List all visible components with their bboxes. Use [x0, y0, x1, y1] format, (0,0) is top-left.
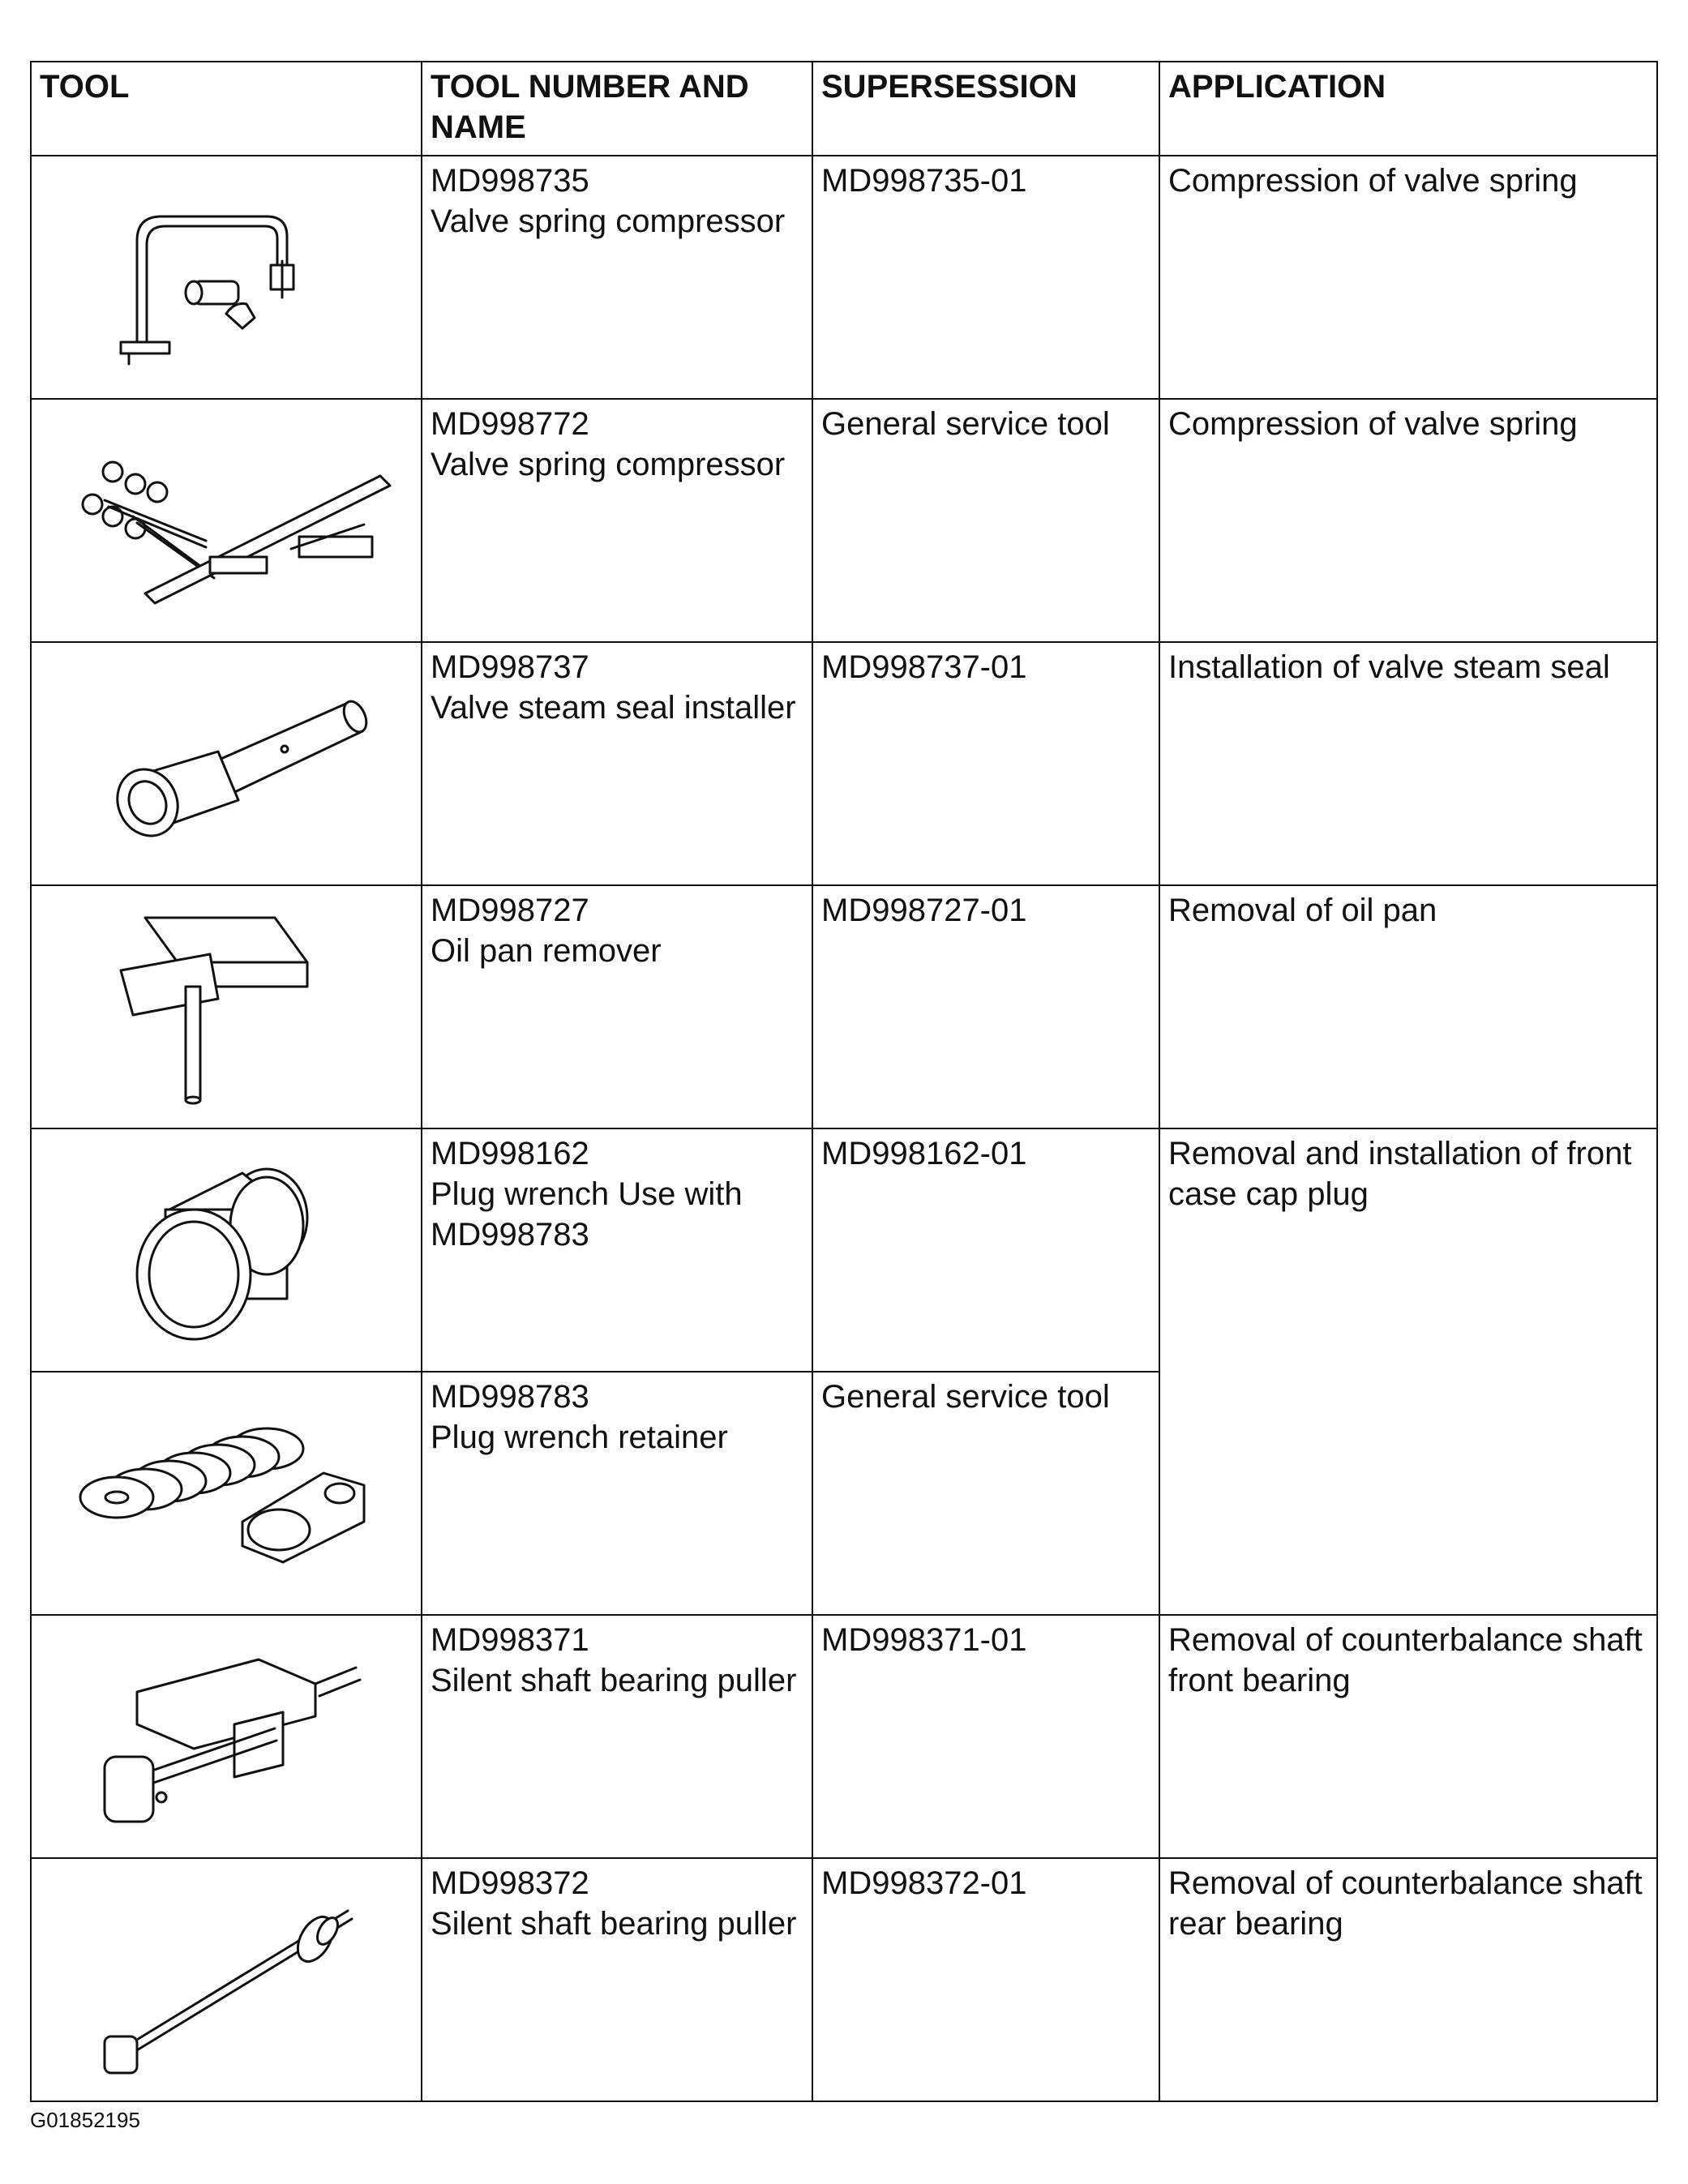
application-cell: Compression of valve spring	[1159, 399, 1657, 642]
plug-wrench-retainer-icon	[56, 1400, 396, 1587]
oil-pan-remover-icon	[105, 901, 348, 1112]
tool-name: Oil pan remover	[431, 933, 662, 969]
tool-number: MD998735	[431, 163, 589, 199]
tool-number-name-cell	[422, 156, 812, 399]
supersession-cell: MD998372-01	[812, 1858, 1159, 2101]
tool-illustration-cell	[31, 1128, 422, 1372]
tool-number: MD998371	[431, 1622, 589, 1658]
application-cell: Compression of valve spring	[1159, 156, 1657, 399]
supersession-cell: MD998737-01	[812, 642, 1159, 885]
tool-name: Valve spring compressor	[431, 203, 786, 239]
supersession-cell: General service tool	[812, 1372, 1159, 1615]
table-row	[31, 1615, 1657, 1858]
application-cell: Removal and installation of front case cap plug	[1159, 1128, 1657, 1615]
silent-shaft-rear-bearing-puller-icon	[56, 1878, 396, 2081]
application-cell: Removal of counterbalance shaft rear bearing	[1159, 1858, 1657, 2101]
header-supersession: SUPERSESSION	[812, 62, 1159, 156]
silent-shaft-front-bearing-puller-icon	[72, 1635, 380, 1838]
supersession-cell: MD998727-01	[812, 885, 1159, 1128]
tool-number-name-cell	[422, 399, 812, 642]
supersession-cell: MD998162-01	[812, 1128, 1159, 1372]
table-row	[31, 1858, 1657, 2101]
tool-number: MD998772	[431, 406, 589, 442]
header-application: APPLICATION	[1159, 62, 1657, 156]
table-row	[31, 885, 1657, 1128]
figure-id: G01852195	[30, 2108, 140, 2132]
tool-name: Plug wrench Use with MD998783	[431, 1176, 743, 1253]
valve-stem-seal-installer-icon	[72, 670, 380, 857]
tool-number: MD998737	[431, 649, 589, 685]
tool-name: Silent shaft bearing puller	[431, 1906, 797, 1942]
valve-spring-compressor-c-clamp-icon	[105, 184, 348, 370]
tool-number: MD998727	[431, 893, 589, 928]
tool-illustration-cell	[31, 1615, 422, 1858]
tool-name: Valve spring compressor	[431, 447, 786, 482]
tool-illustration-cell	[31, 156, 422, 399]
tool-illustration-cell	[31, 399, 422, 642]
tool-name: Silent shaft bearing puller	[431, 1663, 797, 1698]
tool-number-name-cell	[422, 642, 812, 885]
table-row	[31, 1128, 1657, 1372]
supersession-cell: General service tool	[812, 399, 1159, 642]
special-tools-table	[30, 61, 1658, 2102]
tool-illustration-cell	[31, 885, 422, 1128]
tool-name: Valve steam seal installer	[431, 690, 796, 726]
header-tool: TOOL	[31, 62, 422, 156]
table-row	[31, 399, 1657, 642]
tool-illustration-cell	[31, 642, 422, 885]
table-row	[31, 642, 1657, 885]
tool-number-name-cell	[422, 1615, 812, 1858]
valve-spring-compressor-bar-kit-icon	[56, 427, 396, 614]
application-cell: Removal of oil pan	[1159, 885, 1657, 1128]
tool-number-name-cell	[422, 1372, 812, 1615]
tool-number-name-cell	[422, 1128, 812, 1372]
tool-illustration-cell	[31, 1372, 422, 1615]
tool-number: MD998162	[431, 1136, 589, 1171]
tool-number-name-cell	[422, 1858, 812, 2101]
supersession-cell: MD998371-01	[812, 1615, 1159, 1858]
table-header-row	[31, 62, 1657, 156]
tool-illustration-cell	[31, 1858, 422, 2101]
tool-number: MD998783	[431, 1379, 589, 1415]
application-cell: Installation of valve steam seal	[1159, 642, 1657, 885]
tool-name: Plug wrench retainer	[431, 1420, 728, 1455]
application-cell: Removal of counterbalance shaft front bearing	[1159, 1615, 1657, 1858]
header-tool-number-and-name: TOOL NUMBER AND NAME	[422, 62, 812, 156]
tool-number-name-cell	[422, 885, 812, 1128]
tool-number: MD998372	[431, 1865, 589, 1901]
plug-wrench-socket-icon	[105, 1153, 348, 1347]
table-row	[31, 156, 1657, 399]
supersession-cell: MD998735-01	[812, 156, 1159, 399]
